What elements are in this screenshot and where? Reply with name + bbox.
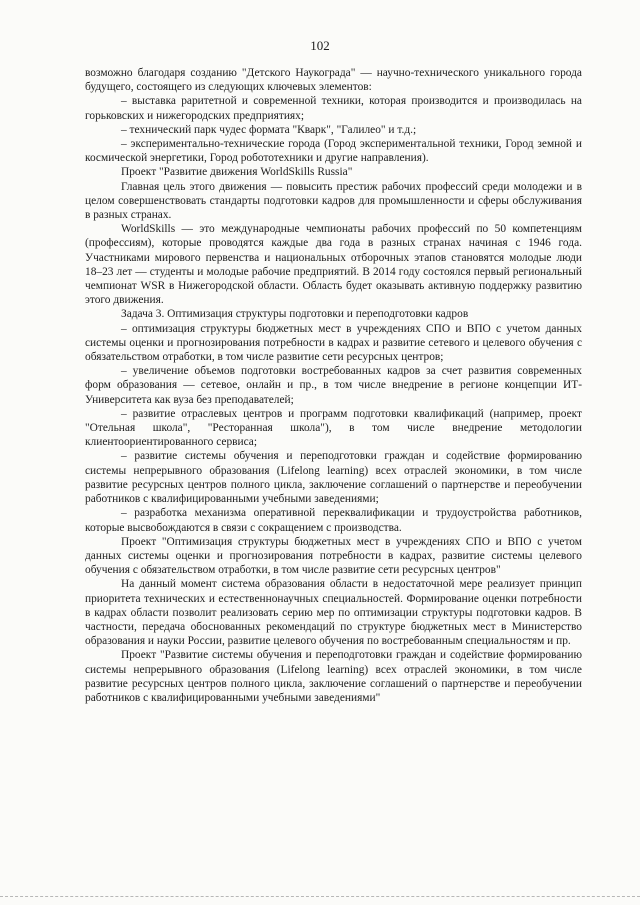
document-body bbox=[85, 66, 582, 705]
list-item: – выставка раритетной и современной техники, которая производится и производилась на горьковских и нижегородских предприятиях; bbox=[85, 95, 582, 122]
list-item: – разработка механизма оперативной переквалификации и трудоустройства работников, которые высвобождаются в связи с сокращением с производства. bbox=[85, 507, 582, 534]
list-item: – развитие отраслевых центров и программ подготовки квалификаций (например, проект "Отельная школа", "Ресторанная школа"), в том числе внедрение методологии клиентоориентированного сервиса; bbox=[85, 407, 582, 449]
project-heading: Проект "Оптимизация структуры бюджетных мест в учреждениях СПО и ВПО с учетом данных системы оценки и прогнозирования потребности в кадрах, развитие системы целевого обучения с обязательством отработки, в том числе развитие сети ресурсных центров" bbox=[85, 535, 582, 577]
paragraph: Главная цель этого движения — повысить престиж рабочих профессий среди молодежи и в целом совершенствовать стандарты подготовки кадров для промышленности и сферы обслуживания в разных странах. bbox=[85, 180, 582, 222]
paragraph: возможно благодаря созданию "Детского Наукограда" — научно-технического уникального города будущего, состоящего из следующих ключевых элементов: bbox=[85, 67, 582, 94]
project-heading: Проект "Развитие движения WorldSkills Russia" bbox=[121, 166, 353, 179]
task-heading: Задача 3. Оптимизация структуры подготовки и переподготовки кадров bbox=[121, 308, 469, 321]
list-item: – увеличение объемов подготовки востребованных кадров за счет развития современных форм образования — сетевое, онлайн и пр., в том числе внедрение в регионе концепции ИТ-Университета как вуза без преподавателей; bbox=[85, 365, 582, 406]
scan-edge bbox=[0, 896, 640, 899]
list-item: – оптимизация структуры бюджетных мест в учреждениях СПО и ВПО с учетом данных системы оценки и прогнозирования потребности в кадрах и развитие сетевого и целевого обучения с обязательством отработки, в том числе развитие сети ресурсных центров; bbox=[85, 322, 582, 364]
project-heading: Проект "Развитие системы обучения и переподготовки граждан и содействие формированию системы непрерывного образования (Lifelong learning) всех отраслей экономики, в том числе развитие ресурсных центров полного цикла, заключение соглашений о партнерстве и переобучении работников с квалифицированными учебными заведениями" bbox=[85, 649, 582, 704]
page-number: 102 bbox=[310, 38, 330, 53]
list-item: – экспериментально-технические города (Город экспериментальной техники, Город земной и космической энергетики, Город робототехники и другие направления). bbox=[85, 138, 582, 165]
list-item: – развитие системы обучения и переподготовки граждан и содействие формированию системы непрерывного образования (Lifelong learning) всех отраслей экономики, в том числе развитие ресурсных центров полного цикла, заключение соглашений о партнерстве и переобучении работников с квалифицированными учебными заведениями; bbox=[85, 450, 582, 506]
paragraph: WorldSkills — это международные чемпионаты рабочих профессий по 50 компетенциям (профессиям), которые проводятся каждые два года в разных странах начиная с 1946 года. Участниками мирового первенства и национальных отборочных этапов становятся молодые люди 18–23 лет — студенты и молодые рабочие предприятий. В 2014 году состоялся первый региональный чемпионат WSR в Нижегородской области. Область будет оказывать активную поддержку развитию этого движения. bbox=[85, 223, 582, 307]
paragraph: На данный момент система образования области в недостаточной мере реализует принцип приоритета технических и естественнонаучных специальностей. Формирование оценки потребности в кадрах области позволит реализовать серию мер по оптимизации структуры подготовки кадров. В частности, передача обоснованных рекомендаций по структуре бюджетных мест в Министерство образования и науки России, развитие целевого обучения по востребованным специальностям и пр. bbox=[85, 578, 582, 648]
list-item: – технический парк чудес формата "Кварк", "Галилео" и т.д.; bbox=[121, 123, 417, 136]
